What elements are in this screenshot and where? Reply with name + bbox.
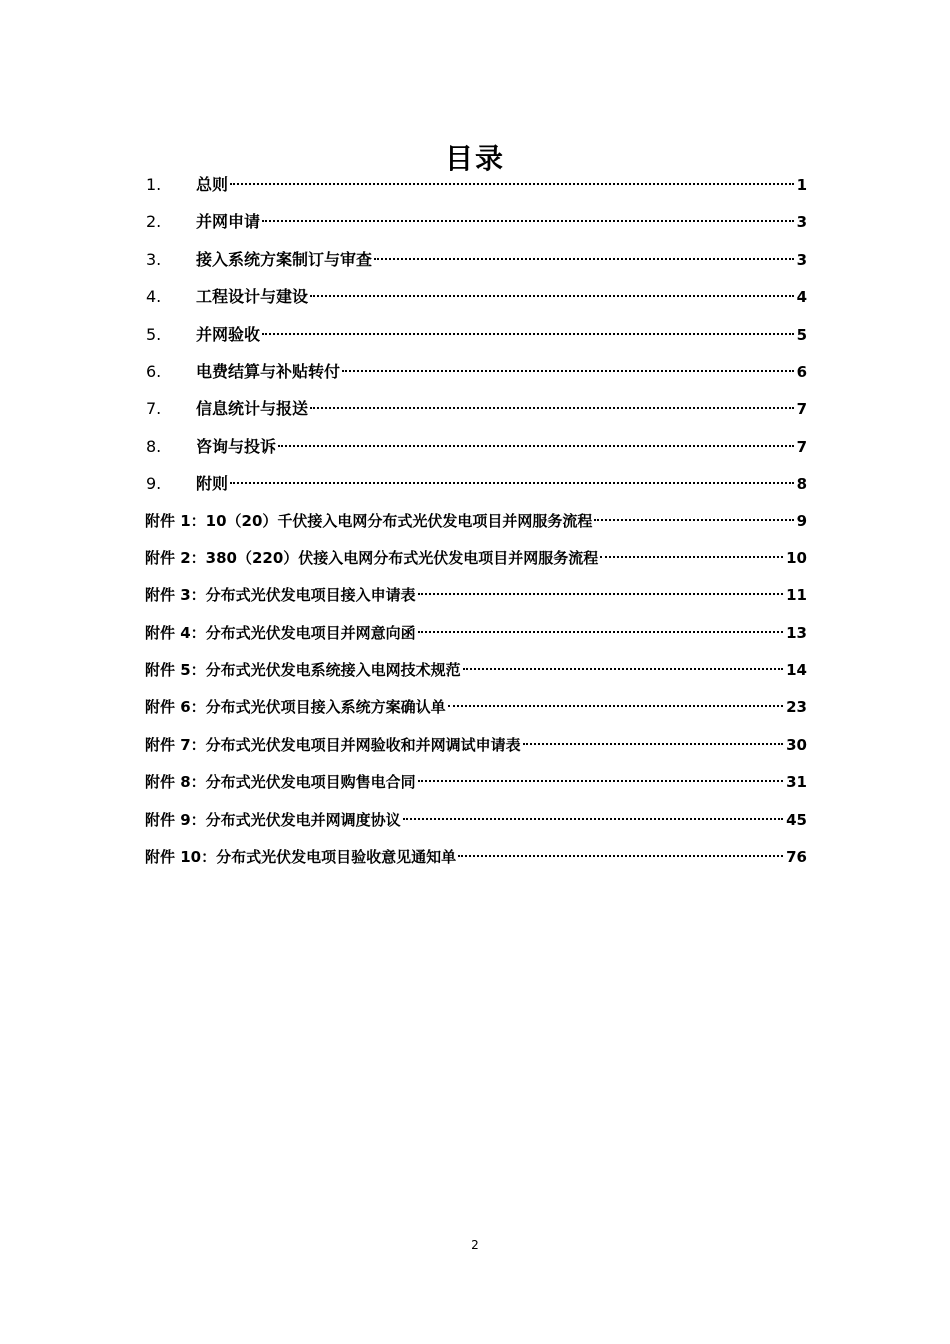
toc-entry-label: 附件 7：分布式光伏发电项目并网验收和并网调试申请表: [145, 735, 521, 754]
toc-entry-engineering-design[interactable]: [145, 278, 807, 315]
toc-entry-statistics-reporting[interactable]: [145, 390, 807, 427]
toc-entry-label: 信息统计与报送: [196, 399, 309, 419]
toc-entry-label: 并网申请: [196, 212, 261, 232]
toc-entry-label: 附件 2：380（220）伏接入电网分布式光伏发电项目并网服务流程: [145, 548, 599, 567]
toc-entry-label: 总则: [196, 175, 229, 194]
dot-leader: [418, 631, 783, 633]
toc-entry-annex-6[interactable]: [145, 689, 807, 726]
toc-entry-label: 附件 1：10（20）千伏接入电网分布式光伏发电项目并网服务流程: [145, 511, 593, 530]
dot-leader: [600, 556, 783, 558]
toc-entry-label: 附件 9：分布式光伏发电并网调度协议: [145, 810, 401, 829]
toc-entry-page: 45: [786, 810, 807, 829]
toc-entry-label: 并网验收: [196, 324, 261, 344]
toc-entry-number: 9.: [146, 474, 162, 494]
page-number: 2: [471, 1238, 479, 1252]
toc-entry-number: 3.: [146, 249, 162, 269]
toc-entry-label: 附件 8：分布式光伏发电项目购售电合同: [145, 773, 416, 792]
dot-leader: [418, 780, 783, 782]
toc-entry-annex-3[interactable]: [145, 577, 807, 614]
toc-entry-consultation-complaints[interactable]: [145, 428, 807, 465]
dot-leader: [418, 593, 783, 595]
toc-entry-general-provisions[interactable]: [145, 166, 807, 203]
dot-leader: [523, 743, 783, 745]
toc-entry-grid-application[interactable]: [145, 203, 807, 240]
toc-entry-annex-7[interactable]: [145, 727, 807, 764]
toc-entry-page: 8: [796, 475, 807, 494]
toc-entry-page: 23: [786, 698, 807, 717]
dot-leader: [310, 407, 794, 409]
toc-entry-annex-9[interactable]: [145, 802, 807, 839]
toc-entry-label: 附件 10：分布式光伏发电项目验收意见通知单: [145, 848, 457, 867]
toc-entry-page: 14: [786, 661, 807, 680]
toc-entry-page: 3: [796, 250, 807, 269]
dot-leader: [230, 183, 794, 185]
dot-leader: [278, 445, 794, 447]
dot-leader: [262, 333, 794, 335]
toc-entry-page: 3: [796, 213, 807, 232]
toc-entry-number: 8.: [146, 436, 162, 456]
toc-entry-number: 5.: [146, 324, 162, 344]
dot-leader: [310, 295, 794, 297]
toc-entry-annex-5[interactable]: [145, 652, 807, 689]
dot-leader: [374, 258, 794, 260]
dot-leader: [594, 519, 793, 521]
toc-entry-number: 2.: [146, 212, 162, 232]
toc-entry-label: 咨询与投诉: [196, 436, 277, 456]
page-title: 目录: [444, 141, 505, 175]
toc-entry-number: 6.: [146, 361, 162, 381]
toc-entry-label: 电费结算与补贴转付: [196, 361, 341, 381]
toc-entry-page: 4: [796, 288, 807, 307]
toc-entry-annex-10[interactable]: [145, 839, 807, 876]
dot-leader: [262, 220, 794, 222]
dot-leader: [230, 482, 794, 484]
toc-entry-label: 附则: [196, 474, 229, 494]
toc-entry-label: 附件 5：分布式光伏发电系统接入电网技术规范: [145, 661, 461, 680]
toc-entry-page: 9: [796, 511, 807, 530]
toc-entry-annex-2[interactable]: [145, 540, 807, 577]
toc-entry-page: 7: [796, 400, 807, 419]
toc-entry-billing-settlement[interactable]: [145, 353, 807, 390]
toc-entry-page: 6: [796, 362, 807, 381]
toc-entry-annex-1[interactable]: [145, 503, 807, 540]
toc-entry-page: 7: [796, 437, 807, 456]
toc-entry-supplementary-provisions[interactable]: [145, 465, 807, 502]
toc-entry-page: 31: [786, 773, 807, 792]
toc-entry-number: 7.: [146, 399, 162, 419]
dot-leader: [342, 370, 794, 372]
toc-entry-label: 附件 6：分布式光伏项目接入系统方案确认单: [145, 698, 446, 717]
toc-entry-page: 11: [786, 586, 807, 605]
toc-entry-grid-acceptance[interactable]: [145, 316, 807, 353]
toc-entry-page: 76: [786, 848, 807, 867]
toc-entry-page: 10: [786, 548, 807, 567]
toc-entry-label: 附件 3：分布式光伏发电项目接入申请表: [145, 586, 416, 605]
toc-entry-annex-4[interactable]: [145, 615, 807, 652]
toc-entry-page: 30: [786, 735, 807, 754]
toc-entry-access-scheme[interactable]: [145, 241, 807, 278]
toc-entry-annex-8[interactable]: [145, 764, 807, 801]
dot-leader: [458, 855, 783, 857]
dot-leader: [463, 668, 783, 670]
toc-entry-number: 4.: [146, 287, 162, 307]
toc-entry-page: 13: [786, 623, 807, 642]
toc-entry-page: 1: [796, 176, 807, 194]
toc-entry-label: 接入系统方案制订与审查: [196, 249, 373, 269]
table-of-contents: [145, 166, 807, 876]
toc-entry-label: 附件 4：分布式光伏发电项目并网意向函: [145, 623, 416, 642]
toc-entry-label: 工程设计与建设: [196, 287, 309, 307]
toc-entry-number: 1.: [146, 175, 162, 194]
dot-leader: [448, 705, 783, 707]
dot-leader: [403, 818, 783, 820]
toc-entry-page: 5: [796, 325, 807, 344]
